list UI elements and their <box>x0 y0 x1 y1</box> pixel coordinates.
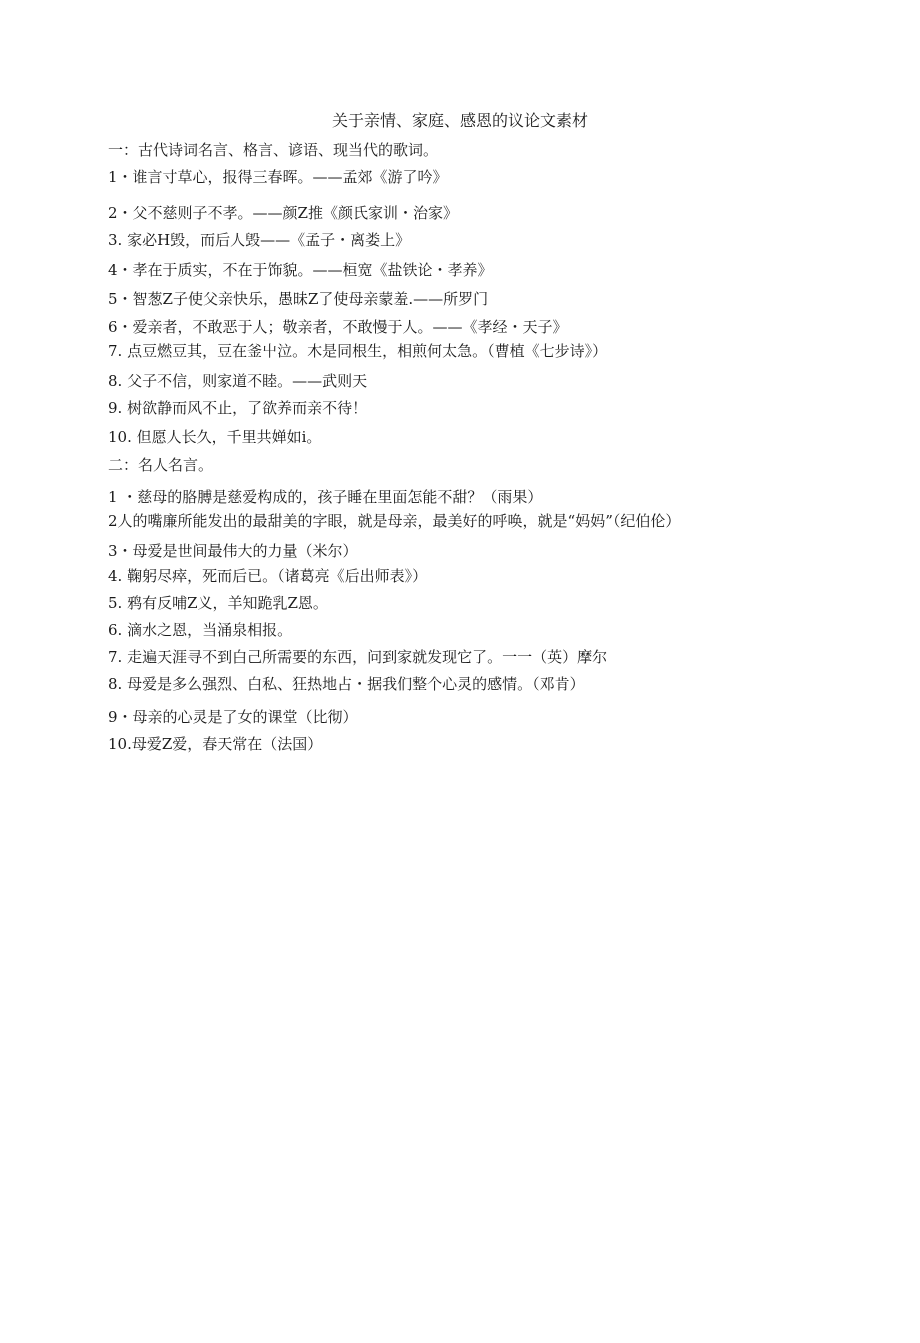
quote-line: 3. 家必H毁，而后人毁——《孟子・离娄上》 <box>108 231 411 249</box>
quote-line: 7. 走遍天涯寻不到白己所需要的东西，问到家就发现它了。一一（英）摩尔 <box>108 648 608 666</box>
document-title: 关于亲情、家庭、感恩的议论文素材 <box>331 111 588 130</box>
section-heading: 一：古代诗词名言、格言、谚语、现当代的歌词。 <box>108 141 439 159</box>
quote-line: 7. 点豆燃豆其，豆在釜屮泣。木是同根生，相煎何太急。（曹植《七步诗》） <box>108 342 608 360</box>
quote-line: 2・父不慈则子不孝。——颜Z推《颜氏家训・治家》 <box>108 204 458 222</box>
quote-line: 8. 母爱是多么强烈、白私、狂热地占・据我们整个心灵的感情。（邓肯） <box>108 675 585 693</box>
quote-line: 1・谁言寸草心，报得三春晖。——孟郊《游了吟》 <box>108 168 448 186</box>
quote-line: 3・母爱是世间最伟大的力量（米尔） <box>108 542 358 560</box>
quote-line: 8. 父子不信，则家道不睦。——武则天 <box>108 372 368 390</box>
quote-line: 5. 鸦有反哺Z义，羊知跪乳Z恩。 <box>108 594 328 612</box>
quote-line: 4・孝在于质实，不在于饰貌。——桓宽《盐铁论・孝养》 <box>108 261 493 279</box>
quote-line: 4. 鞠躬尽瘁，死而后已。（诸葛亮《后出师表》） <box>108 567 428 585</box>
section-heading: 二：名人名言。 <box>108 456 214 474</box>
quote-line: 9. 树欲静而风不止，了欲养而亲不待！ <box>108 399 368 417</box>
quote-line: 6・爱亲者，不敢恶于人；敬亲者，不敢慢于人。——《孝经・天子》 <box>108 318 568 336</box>
quote-line: 6. 滴水之恩，当涌泉相报。 <box>108 621 293 639</box>
quote-line: 10. 但愿人长久，千里共婵如i。 <box>108 428 322 446</box>
quote-line: 2人的嘴廉所能发出的最甜美的字眼，就是母亲，最美好的呼唤，就是“妈妈”（纪伯伦） <box>108 512 681 530</box>
quote-line: 9・母亲的心灵是了女的课堂（比彻） <box>108 708 358 726</box>
quote-line: 5・智葱Z子使父亲快乐，愚昧Z了使母亲蒙羞.——所罗门 <box>108 290 489 308</box>
quote-line: 10.母爱Z爱，春天常在（法国） <box>108 735 323 753</box>
quote-line: 1 ・慈母的胳膊是慈爱构成的，孩子睡在里面怎能不甜？（雨果） <box>108 488 543 506</box>
